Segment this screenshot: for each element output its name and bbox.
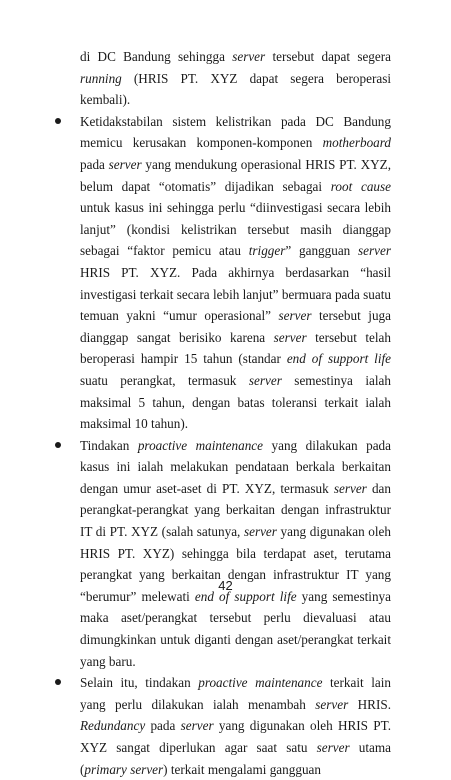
italic-term: running: [80, 70, 122, 86]
bullet-item: [80, 111, 391, 435]
text-run: terkait lain yang perlu dilakukan ialah menambah: [80, 675, 391, 712]
italic-term: server: [278, 308, 312, 324]
text-run: utama (: [80, 740, 391, 777]
italic-term: Redundancy: [80, 718, 146, 734]
text-run: yang digunakan oleh HRIS PT. XYZ sangat diperlukan agar saat satu: [80, 718, 391, 755]
text-run: HRIS.: [348, 696, 392, 712]
text-run: yang digunakan oleh HRIS PT. XYZ) sehingga bila terdapat aset, terutama perangkat yang berkaitan dengan infrastruktur IT yang “berumur” melewati: [80, 524, 391, 604]
italic-term: server: [316, 740, 350, 755]
text-run: dan perangkat-perangkat yang berkaitan dengan infrastruktur IT di PT. XYZ (salah satunya,: [80, 480, 391, 540]
italic-term: server: [248, 372, 282, 388]
text-run: Ketidakstabilan sistem kelistrikan pada DC Bandung memicu kerusakan komponen-komponen: [80, 113, 391, 151]
italic-term: server: [108, 156, 142, 172]
italic-term: server: [273, 329, 307, 345]
italic-term: trigger: [248, 243, 286, 259]
text-run: ) terkait mengalami gangguan: [163, 761, 321, 777]
text-run: tersebut telah beroperasi hampir 15 tahun (standar: [80, 329, 391, 367]
italic-term: end of support life: [286, 351, 392, 367]
text-run: pada: [80, 156, 109, 172]
italic-term: proactive maintenance: [137, 437, 264, 453]
bullet-list: [80, 111, 391, 780]
italic-term: server: [315, 696, 349, 712]
italic-term: end of support life: [194, 588, 297, 604]
text-run: yang mendukung operasional HRIS PT. XYZ, belum dapat “otomatis” dijadikan sebagai: [80, 156, 391, 194]
text-run: semestinya ialah maksimal 5 tahun, dengan batas toleransi terkait ialah maksimal 10 tahun).: [80, 372, 391, 432]
text-run: Selain itu, tindakan: [80, 675, 199, 691]
text-run: suatu perangkat, termasuk: [80, 372, 249, 388]
italic-term: server: [243, 524, 277, 540]
bullet-icon: [55, 118, 61, 124]
text-run: tersebut dapat segera: [265, 49, 391, 64]
text-run: pada: [145, 718, 181, 734]
text-run: di DC Bandung sehingga: [80, 49, 233, 64]
italic-term: server: [232, 49, 266, 64]
bullet-icon: [55, 442, 61, 448]
text-run: ” gangguan: [285, 243, 359, 259]
italic-term: proactive maintenance: [198, 675, 323, 691]
italic-term: server: [180, 718, 214, 734]
italic-term: server: [358, 243, 391, 259]
bullet-item: [80, 435, 391, 673]
text-run: Tindakan: [80, 437, 138, 453]
bullet-icon: [55, 679, 61, 685]
italic-term: root cause: [330, 178, 392, 194]
text-run: yang dilakukan pada kasus ini ialah melakukan pendataan berkala berkaitan dengan umur aset-aset di PT. XYZ, termasuk: [80, 437, 391, 496]
body-text: [80, 46, 391, 780]
bullet-item: [80, 672, 391, 780]
text-run: (HRIS PT. XYZ dapat segera beroperasi kembali).: [80, 70, 391, 108]
italic-term: server: [333, 480, 367, 496]
intro-paragraph: [80, 46, 391, 111]
text-run: untuk kasus ini sehingga perlu “diinvestigasi secara lebih lanjut” (kondisi kelistrikan tersebut masih dianggap sebagai “faktor pemicu atau: [80, 200, 391, 259]
text-run: tersebut juga dianggap sangat berisiko karena: [80, 308, 391, 345]
italic-term: motherboard: [322, 135, 391, 151]
text-run: yang semestinya maka aset/perangkat tersebut perlu dievaluasi atau dimungkinkan untuk diganti dengan aset/perangkat terkait yang baru.: [80, 588, 391, 669]
text-run: HRIS PT. XYZ. Pada akhirnya berdasarkan “hasil investigasi terkait secara lebih lanjut” bermuara pada suatu temuan yakni “umur operasional”: [80, 264, 391, 324]
page-number: 42: [218, 578, 233, 593]
italic-term: primary server: [84, 761, 164, 777]
